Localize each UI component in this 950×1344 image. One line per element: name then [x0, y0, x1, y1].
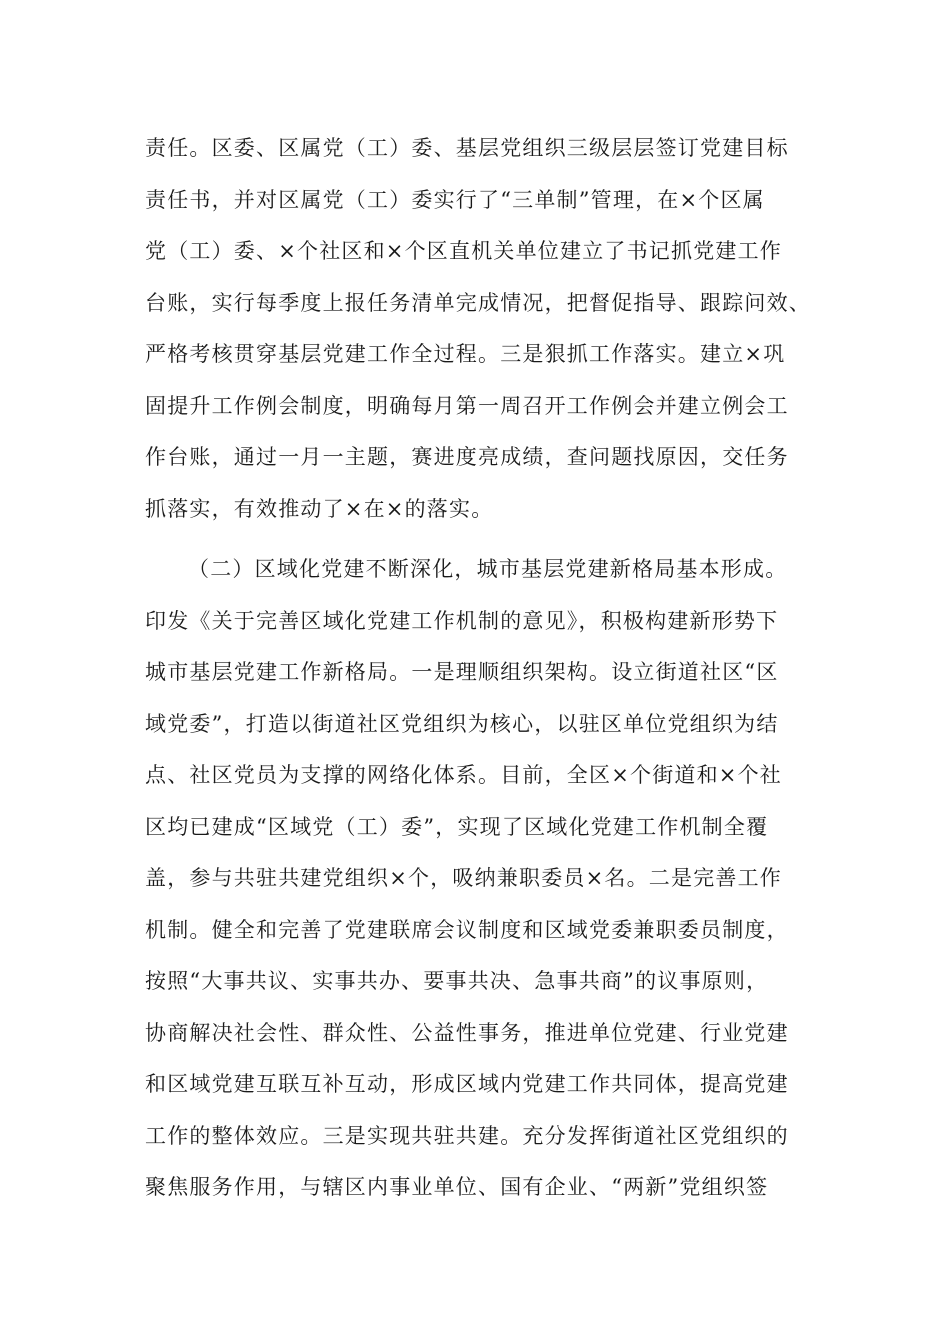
section-heading-line: （二）区域化党建不断深化，城市基层党建新格局基本形成。 — [188, 557, 788, 581]
text-line: 固提升工作例会制度，明确每月第一周召开工作例会并建立例会工 — [145, 393, 789, 418]
paragraph-continuation — [145, 123, 811, 535]
text-line: 城市基层党建工作新格局。一是理顺组织架构。设立街道社区“区 — [145, 660, 779, 684]
text-line: 严格考核贯穿基层党建工作全过程。三是狠抓工作落实。建立×巩 — [145, 342, 786, 366]
paragraph-section-two — [145, 544, 805, 1214]
text-line: 党（工）委、×个社区和×个区直机关单位建立了书记抓党建工作 — [145, 239, 782, 263]
text-line: 工作的整体效应。三是实现共驻共建。充分发挥街道社区党组织的 — [145, 1123, 789, 1148]
text-line: 点、社区党员为支撑的网络化体系。目前，全区×个街道和×个社 — [145, 763, 782, 787]
text-line: 抓落实，有效推动了×在×的落实。 — [145, 496, 494, 521]
text-line: 和区域党建互联互补互动，形成区域内党建工作共同体，提高党建 — [145, 1072, 789, 1096]
text-line: 协商解决社会性、群众性、公益性事务，推进单位党建、行业党建 — [145, 1020, 789, 1045]
text-line: 台账，实行每季度上报任务清单完成情况，把督促指导、跟踪问效、 — [145, 290, 811, 315]
text-line: 责任。区委、区属党（工）委、基层党组织三级层层签订党建目标 — [145, 136, 789, 160]
text-line: 印发《关于完善区域化党建工作机制的意见》，积极构建新形势下 — [145, 608, 779, 633]
text-line: 作台账，通过一月一主题，赛进度亮成绩，查问题找原因，交任务 — [145, 445, 789, 469]
text-line: 域党委”，打造以街道社区党组织为核心，以驻区单位党组织为结 — [145, 711, 779, 736]
text-line: 机制。健全和完善了党建联席会议制度和区域党委兼职委员制度， — [145, 917, 789, 942]
text-line: 区均已建成“区域党（工）委”，实现了区域化党建工作机制全覆 — [145, 814, 769, 839]
text-line: 责任书，并对区属党（工）委实行了“三单制”管理，在×个区属 — [145, 187, 765, 212]
text-line: 聚焦服务作用，与辖区内事业单位、国有企业、“两新”党组织签 — [145, 1175, 769, 1199]
text-line: 盖，参与共驻共建党组织×个，吸纳兼职委员×名。二是完善工作 — [145, 866, 782, 890]
text-line: 按照“大事共议、实事共办、要事共决、急事共商”的议事原则， — [145, 969, 769, 993]
